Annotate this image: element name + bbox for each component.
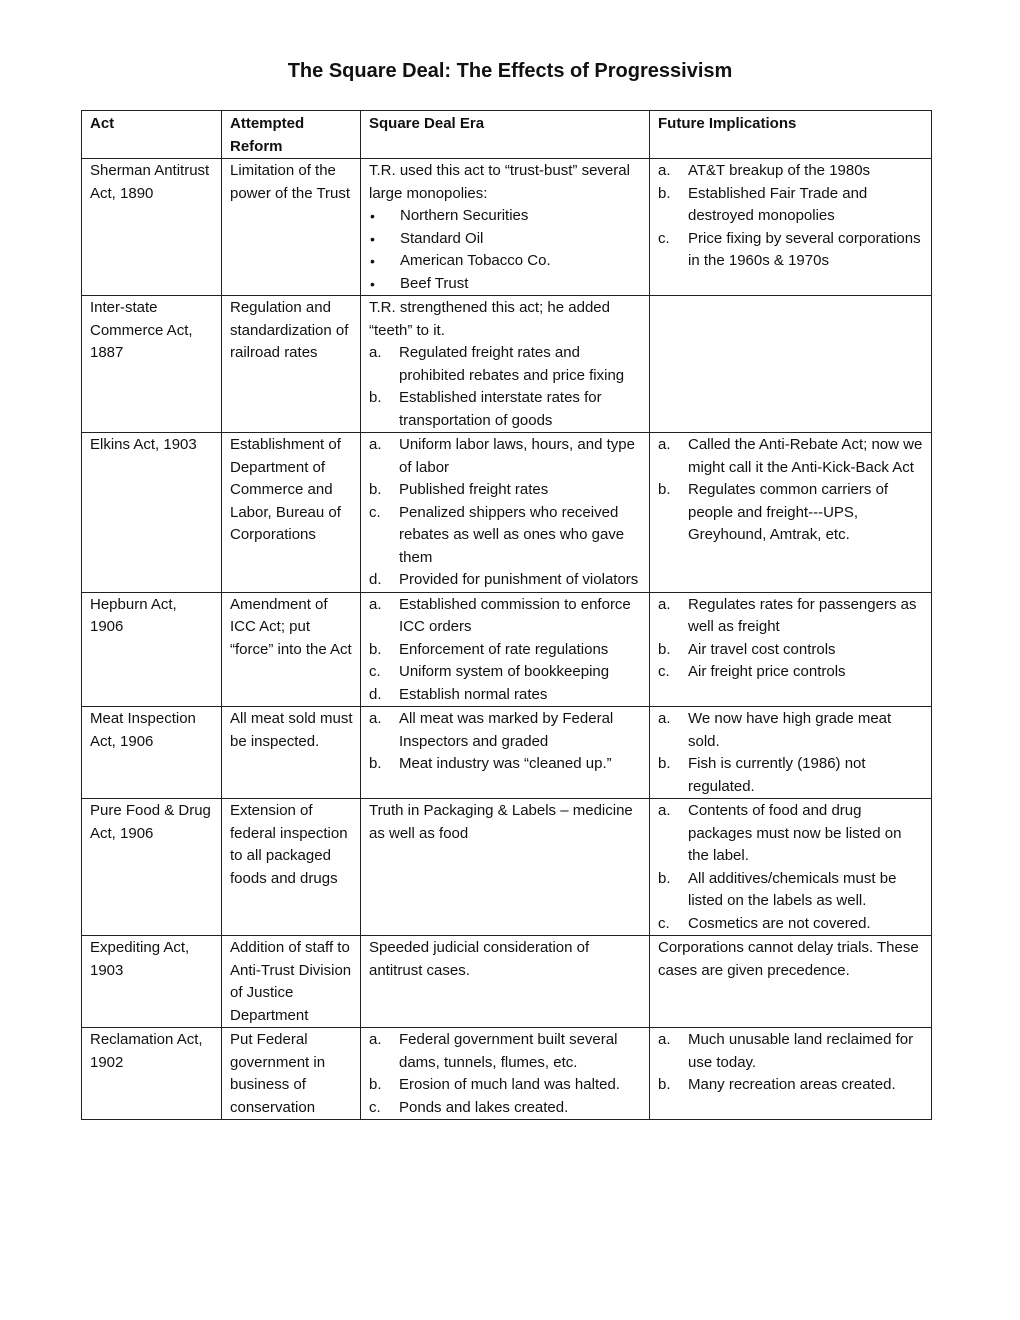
bullet-marker: • [370,253,375,269]
list-item [369,1029,642,1074]
era-text: T.R. used this act to “trust-bust” several large monopolies: [369,162,630,202]
list-item-text: Price fixing by several corporations in the 1960s & 1970s [688,229,921,269]
square-deal-era-cell [361,799,650,936]
era-text: Speeded judicial consideration of antitrust cases. [369,939,590,979]
list-marker: a. [658,710,671,727]
list-item [658,800,924,868]
reform-cell: Regulation and standardization of railroad rates [222,296,361,433]
list-item-text: Regulates common carriers of people and freight---UPS, Greyhound, Amtrak, etc. [688,481,889,543]
square-deal-table [81,110,932,1120]
act-cell: Hepburn Act, 1906 [82,592,222,707]
list-marker: a. [658,436,671,453]
bullet-marker: • [370,208,375,224]
reform-cell: Amendment of ICC Act; put “force” into the Act [222,592,361,707]
header-square-deal-era: Square Deal Era [361,111,650,159]
list-item-text: Regulated freight rates and prohibited rebates and price fixing [399,344,625,384]
table-row [82,433,932,593]
list-marker: b. [658,1076,671,1093]
list-marker: b. [658,755,671,772]
table-row [82,592,932,707]
future-list [658,708,924,798]
future-implications-cell [650,936,932,1028]
reform-cell: Limitation of the power of the Trust [222,159,361,296]
list-item-text: All meat was marked by Federal Inspectors and graded [399,710,614,750]
list-item [369,753,642,776]
list-marker: c. [658,914,670,932]
list-item-text: Established interstate rates for transportation of goods [399,389,602,429]
act-cell: Inter-state Commerce Act, 1887 [82,296,222,433]
list-marker: c. [658,663,670,680]
era-list [369,434,642,592]
era-text: Truth in Packaging & Labels – medicine as well as food [369,802,633,842]
future-implications-cell [650,1028,932,1120]
list-item [658,594,924,639]
list-item [658,639,924,662]
list-marker: a. [369,1031,382,1048]
list-item-text: Cosmetics are not covered. [688,914,871,932]
table-header [82,111,932,159]
list-item-text: Established commission to enforce ICC orders [399,595,631,635]
era-list [369,205,642,295]
list-item-text: Air freight price controls [688,663,846,680]
era-text: T.R. strengthened this act; he added “teeth” to it. [369,299,610,339]
list-item-text: Uniform labor laws, hours, and type of labor [399,436,635,476]
list-marker: b. [658,481,671,498]
act-cell: Pure Food & Drug Act, 1906 [82,799,222,936]
list-item [369,250,642,273]
act-cell: Sherman Antitrust Act, 1890 [82,159,222,296]
square-deal-era-cell [361,433,650,593]
list-item-text: Called the Anti-Rebate Act; now we might call it the Anti-Kick-Back Act [688,436,923,476]
era-list [369,1029,642,1119]
list-item-text: Erosion of much land was halted. [399,1076,620,1093]
list-marker: c. [369,663,381,680]
list-item [369,342,642,387]
future-implications-cell [650,592,932,707]
list-item-text: Northern Securities [400,207,529,224]
table-row [82,707,932,799]
list-item-text: Many recreation areas created. [688,1076,896,1093]
list-item [658,1074,924,1097]
list-marker: a. [369,595,382,613]
list-item-text: Standard Oil [400,229,484,247]
reform-cell: Establishment of Department of Commerce and Labor, Bureau of Corporations [222,433,361,593]
bullet-marker: • [370,230,375,247]
list-item [658,913,924,936]
list-item [369,502,642,570]
future-text: Corporations cannot delay trials. These cases are given precedence. [658,939,919,979]
future-list [658,160,924,273]
table-row [82,936,932,1028]
list-item-text: Provided for punishment of violators [399,571,639,588]
list-item [369,594,642,639]
list-item [369,387,642,432]
list-item [658,183,924,228]
list-item [658,160,924,183]
list-item [658,753,924,798]
list-marker: d. [369,685,382,703]
reform-cell: All meat sold must be inspected. [222,707,361,799]
act-cell: Reclamation Act, 1902 [82,1028,222,1120]
header-attempted-reform: Attempted Reform [222,111,361,159]
list-item [658,479,924,547]
act-cell: Expediting Act, 1903 [82,936,222,1028]
act-cell: Meat Inspection Act, 1906 [82,707,222,799]
list-item [369,434,642,479]
act-cell: Elkins Act, 1903 [82,433,222,593]
list-item-text: Fish is currently (1986) not regulated. [688,755,866,795]
list-item-text: Contents of food and drug packages must now be listed on the label. [688,802,902,864]
list-item [369,569,642,592]
square-deal-era-cell [361,159,650,296]
list-marker: a. [658,162,671,179]
reform-cell: Put Federal government in business of conservation [222,1028,361,1120]
header-future-implications: Future Implications [650,111,932,159]
list-item [658,228,924,273]
list-item [369,1097,642,1120]
list-item [369,661,642,684]
list-marker: b. [369,640,382,658]
future-list [658,594,924,684]
list-item [369,205,642,228]
future-implications-cell [650,296,932,433]
list-marker: b. [658,184,671,202]
square-deal-era-cell [361,592,650,707]
table-row [82,1028,932,1120]
era-list [369,594,642,707]
list-marker: b. [369,481,382,498]
future-list [658,800,924,935]
list-marker: a. [658,595,671,613]
list-marker: b. [658,640,671,658]
list-item-text: All additives/chemicals must be listed on the labels as well. [688,869,897,909]
list-item-text: We now have high grade meat sold. [688,710,892,750]
list-item [658,708,924,753]
list-item [369,1074,642,1097]
list-item-text: Penalized shippers who received rebates as well as ones who gave them [399,503,625,566]
list-marker: b. [369,1076,382,1093]
list-item-text: Uniform system of bookkeeping [399,663,610,680]
list-item [369,228,642,251]
list-item-text: Beef Trust [400,274,469,292]
list-item [369,479,642,502]
list-item-text: Established Fair Trade and destroyed monopolies [688,184,868,224]
list-item-text: American Tobacco Co. [400,252,551,269]
list-item [658,661,924,684]
square-deal-era-cell [361,707,650,799]
list-item [369,684,642,707]
table-body [82,159,932,1120]
list-marker: b. [369,755,382,772]
list-marker: a. [658,802,671,819]
list-marker: b. [369,389,382,406]
list-item-text: Establish normal rates [399,685,548,703]
list-marker: c. [369,1098,381,1116]
header-act: Act [82,111,222,159]
table-row [82,799,932,936]
table-row [82,159,932,296]
list-marker: a. [369,710,382,727]
reform-cell: Extension of federal inspection to all packaged foods and drugs [222,799,361,936]
future-list [658,434,924,547]
list-marker: a. [369,344,382,361]
future-implications-cell [650,433,932,593]
square-deal-era-cell [361,296,650,433]
list-marker: c. [658,229,670,247]
table-row [82,296,932,433]
list-marker: a. [658,1031,671,1048]
list-item-text: Air travel cost controls [688,640,836,658]
list-item-text: Federal government built several dams, tunnels, flumes, etc. [399,1031,618,1071]
list-item [658,1029,924,1074]
list-item-text: Ponds and lakes created. [399,1098,569,1116]
square-deal-era-cell [361,1028,650,1120]
page-title: The Square Deal: The Effects of Progressivism [287,60,733,82]
list-item [369,639,642,662]
list-item-text: Enforcement of rate regulations [399,640,609,658]
list-item-text: Meat industry was “cleaned up.” [399,755,612,772]
list-item [369,708,642,753]
list-marker: d. [369,571,382,588]
list-item-text: AT&T breakup of the 1980s [688,162,871,179]
list-marker: a. [369,436,382,453]
list-marker: c. [369,503,381,521]
era-list [369,342,642,432]
era-list [369,708,642,776]
reform-cell: Addition of staff to Anti-Trust Division of Justice Department [222,936,361,1028]
header-row [82,111,932,159]
future-implications-cell [650,707,932,799]
list-item [658,434,924,479]
list-item-text: Regulates rates for passengers as well as freight [688,595,917,635]
future-list [658,1029,924,1097]
future-implications-cell [650,799,932,936]
square-deal-era-cell [361,936,650,1028]
list-item-text: Much unusable land reclaimed for use today. [688,1031,914,1071]
bullet-marker: • [370,275,375,292]
future-implications-cell [650,159,932,296]
list-marker: b. [658,869,671,887]
list-item-text: Published freight rates [399,481,549,498]
list-item [369,273,642,296]
list-item [658,868,924,913]
